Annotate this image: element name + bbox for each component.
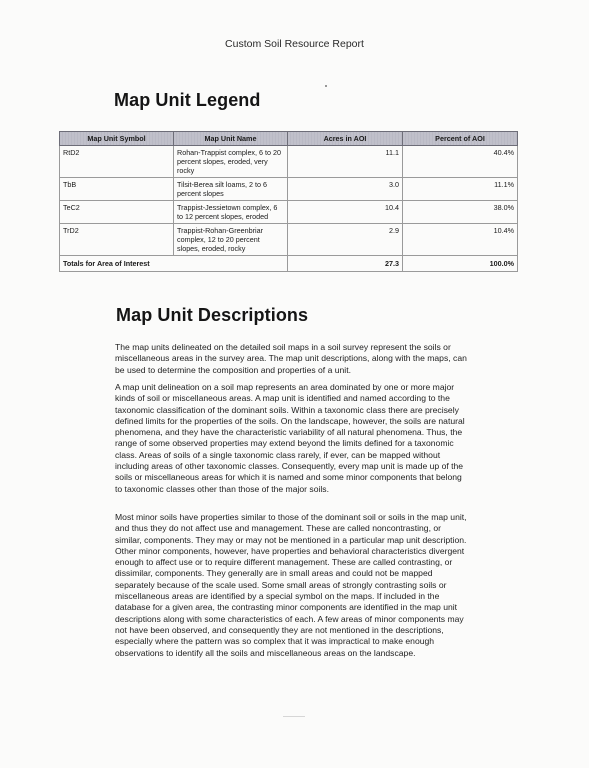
- acres-in-aoi: 3.0: [288, 178, 403, 201]
- totals-label: Totals for Area of Interest: [60, 256, 288, 272]
- table-row: [60, 224, 518, 256]
- table-row: [60, 201, 518, 224]
- map-unit-symbol: TbB: [60, 178, 174, 201]
- description-paragraph: A map unit delineation on a soil map represents an area dominated by one or more major kinds of soil or miscellaneous areas. A map unit is identified and named according to the taxonomic classification of the dominant soils. Within a taxonomic class there are precisely defined limits for the properties of the soils. On the landscape, however, the soils are natural phenomena, and they have the characteristic variability of all natural phenomena. Thus, the range of some observed properties may extend beyond the limits defined for a taxonomic class. Areas of soils of a single taxonomic class rarely, if ever, can be mapped without including areas of other taxonomic classes. Consequently, every map unit is made up of the soils or miscellaneous areas for which it is named and some minor components that belong to taxonomic classes other than those of the major soils.: [115, 382, 465, 494]
- map-unit-symbol: TrD2: [60, 224, 174, 256]
- column-header: Percent of AOI: [403, 132, 518, 146]
- map-unit-name: Trappist-Jessietown complex, 6 to 12 percent slopes, eroded: [174, 201, 288, 224]
- total-percent: 100.0%: [403, 256, 518, 272]
- map-unit-legend-table: [59, 131, 518, 272]
- percent-of-aoi: 38.0%: [403, 201, 518, 224]
- acres-in-aoi: 10.4: [288, 201, 403, 224]
- description-paragraph: Most minor soils have properties similar to those of the dominant soil or soils in the map unit, and thus they do not affect use and management. These are called noncontrasting, or similar, components. They may or may not be mentioned in a particular map unit description. Other minor components, however, have properties and behavioral characteristics divergent enough to affect use or to require different management. These are called contrasting, or dissimilar, components. They generally are in small areas and could not be mapped separately because of the scale used. Some small areas of strongly contrasting soils or miscellaneous areas are identified by a special symbol on the maps. If included in the database for a given area, the contrasting minor components are identified in the map unit descriptions along with some characteristics of each. A few areas of minor components may not have been observed, and consequently they are not mentioned in the descriptions, especially where the pattern was so complex that it was impractical to make enough observations to identify all the soils and miscellaneous areas on the landscape.: [115, 512, 467, 658]
- map-unit-name: Tilsit-Berea silt loams, 2 to 6 percent slopes: [174, 178, 288, 201]
- map-unit-name: Rohan-Trappist complex, 6 to 20 percent slopes, eroded, very rocky: [174, 146, 288, 178]
- total-acres: 27.3: [288, 256, 403, 272]
- map-unit-name: Trappist-Rohan-Greenbriar complex, 12 to 20 percent slopes, eroded, rocky: [174, 224, 288, 256]
- descriptions-title: Map Unit Descriptions: [116, 305, 309, 325]
- page-footer-mark: [283, 716, 305, 717]
- acres-in-aoi: 2.9: [288, 224, 403, 256]
- table-row: [60, 146, 518, 178]
- report-header: Custom Soil Resource Report: [225, 38, 364, 50]
- map-unit-symbol: RtD2: [60, 146, 174, 178]
- acres-in-aoi: 11.1: [288, 146, 403, 178]
- legend-title: Map Unit Legend: [114, 90, 261, 110]
- map-unit-symbol: TeC2: [60, 201, 174, 224]
- description-paragraph: The map units delineated on the detailed soil maps in a soil survey represent the soils or miscellaneous areas in the survey area. The map unit descriptions, along with the maps, can be used to determine the composition and properties of a unit.: [115, 342, 467, 375]
- totals-row: [60, 256, 518, 272]
- scan-speck: [325, 85, 327, 87]
- percent-of-aoi: 10.4%: [403, 224, 518, 256]
- percent-of-aoi: 11.1%: [403, 178, 518, 201]
- percent-of-aoi: 40.4%: [403, 146, 518, 178]
- table-header-row: [60, 132, 518, 146]
- column-header: Map Unit Name: [174, 132, 288, 146]
- table-row: [60, 178, 518, 201]
- column-header: Map Unit Symbol: [60, 132, 174, 146]
- column-header: Acres in AOI: [288, 132, 403, 146]
